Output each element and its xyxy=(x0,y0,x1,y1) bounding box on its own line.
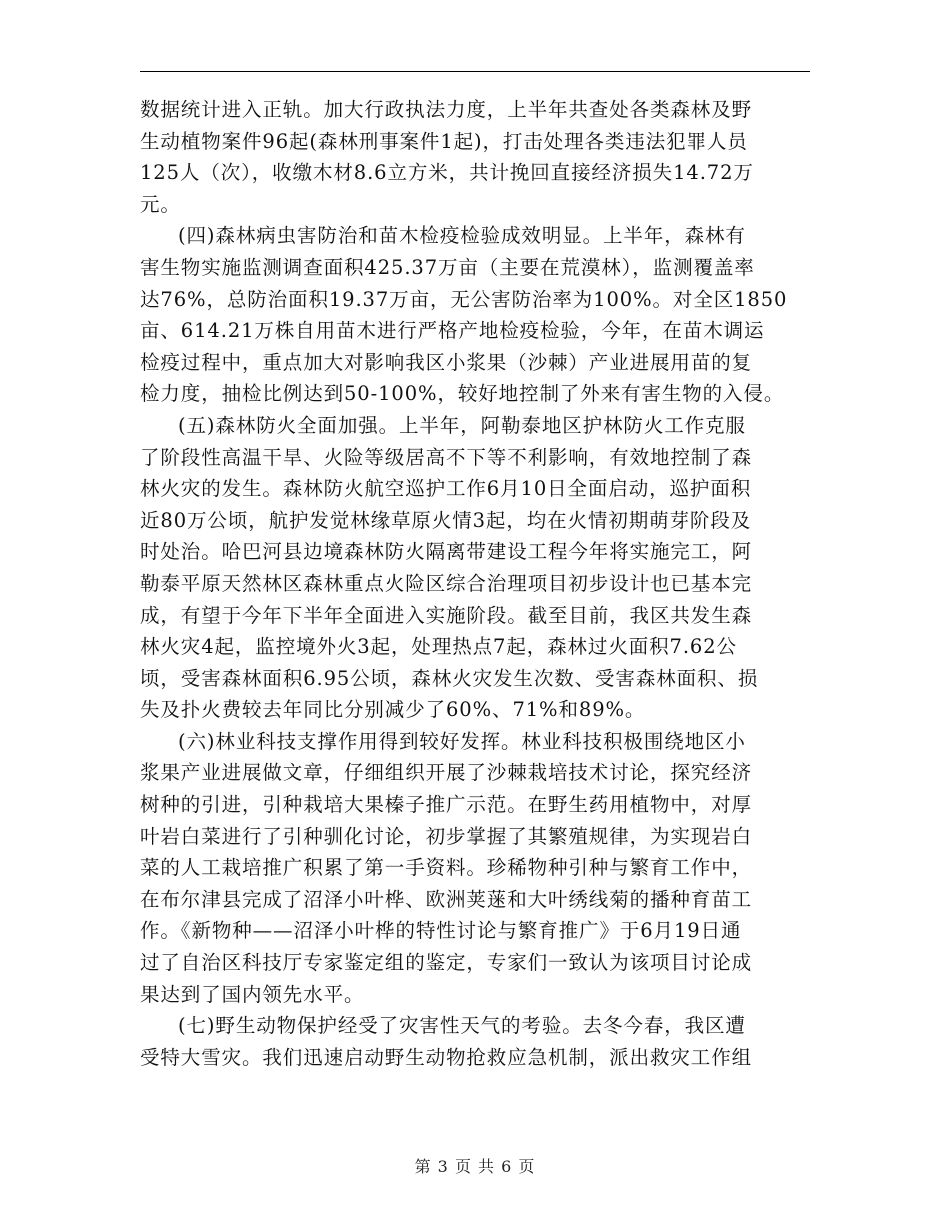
text-line: 受特大雪灾。我们迅速启动野生动物抢救应急机制，派出救灾工作组 xyxy=(140,1045,753,1069)
text-line: (六)林业科技支撑作用得到较好发挥。林业科技积极围绕地区小 xyxy=(178,729,746,753)
text-line: 成，有望于今年下半年全面进入实施阶段。截至目前，我区共发生森 xyxy=(140,603,753,627)
text-line: 亩、614.21万株自用苗木进行严格产地检疫检验，今年，在苗木调运 xyxy=(140,319,765,343)
text-line: 果达到了国内领先水平。 xyxy=(140,982,365,1006)
paragraph-science-technology xyxy=(140,726,810,1010)
paragraph-continuation xyxy=(140,94,810,220)
text-line: 叶岩白菜进行了引种驯化讨论，初步掌握了其繁殖规律，为实现岩白 xyxy=(140,824,753,848)
text-line: 生动植物案件96起(森林刑事案件1起)，打击处理各类违法犯罪人员 xyxy=(140,129,748,153)
text-line: 菜的人工栽培推广积累了第一手资料。珍稀物种引种与繁育工作中， xyxy=(140,856,753,880)
text-line: 过了自治区科技厅专家鉴定组的鉴定，专家们一致认为该项目讨论成 xyxy=(140,951,753,975)
text-line: 林火灾4起，监控境外火3起，处理热点7起，森林过火面积7.62公 xyxy=(140,635,737,659)
text-line: 作。《新物种——沼泽小叶桦的特性讨论与繁育推广》于6月19日通 xyxy=(140,919,742,943)
text-line: 检疫过程中，重点加大对影响我区小浆果（沙棘）产业进展用苗的复 xyxy=(140,350,753,374)
text-line: 勒泰平原天然林区森林重点火险区综合治理项目初步设计也已基本完 xyxy=(140,571,753,595)
text-line: 顷，受害森林面积6.95公顷，森林火灾发生次数、受害森林面积、损 xyxy=(140,666,759,690)
text-line: 树种的引进，引种栽培大果榛子推广示范。在野生药用植物中，对厚 xyxy=(140,793,753,817)
page-body xyxy=(140,94,810,1073)
page-number-footer: 第 3 页 共 6 页 xyxy=(414,1157,536,1176)
text-line: 失及扑火费较去年同比分别减少了60%、71%和89%。 xyxy=(140,698,646,722)
text-line: 125人（次），收缴木材8.6立方米，共计挽回直接经济损失14.72万 xyxy=(140,161,754,185)
paragraph-fire-prevention xyxy=(140,410,810,726)
text-line: (四)森林病虫害防治和苗木检疫检验成效明显。上半年，森林有 xyxy=(178,224,746,248)
paragraph-wildlife-protection xyxy=(140,1010,810,1073)
header-rule xyxy=(140,71,810,72)
text-line: 元。 xyxy=(140,192,181,216)
text-line: (五)森林防火全面加强。上半年，阿勒泰地区护林防火工作克服 xyxy=(178,413,746,437)
text-line: 林火灾的发生。森林防火航空巡护工作6月10日全面启动，巡护面积 xyxy=(140,477,752,501)
text-line: 害生物实施监测调查面积425.37万亩（主要在荒漠林），监测覆盖率 xyxy=(140,255,755,279)
text-line: 数据统计进入正轨。加大行政执法力度，上半年共查处各类森林及野 xyxy=(140,98,753,121)
text-line: 达76%，总防治面积19.37万亩，无公害防治率为100%。对全区1850 xyxy=(140,287,788,311)
paragraph-pest-control xyxy=(140,220,810,410)
text-line: 时处治。哈巴河县边境森林防火隔离带建设工程今年将实施完工，阿 xyxy=(140,540,753,564)
text-line: 检力度，抽检比例达到50-100%，较好地控制了外来有害生物的入侵。 xyxy=(140,382,785,406)
text-line: (七)野生动物保护经受了灾害性天气的考验。去冬今春，我区遭 xyxy=(178,1014,746,1038)
text-line: 在布尔津县完成了沼泽小叶桦、欧洲荚蒾和大叶绣线菊的播种育苗工 xyxy=(140,887,753,911)
text-line: 近80万公顷，航护发觉林缘草原火情3起，均在火情初期萌芽阶段及 xyxy=(140,508,752,532)
text-line: 浆果产业进展做文章，仔细组织开展了沙棘栽培技术讨论，探究经济 xyxy=(140,761,753,785)
text-line: 了阶段性高温干旱、火险等级居高不下等不利影响，有效地控制了森 xyxy=(140,445,753,469)
